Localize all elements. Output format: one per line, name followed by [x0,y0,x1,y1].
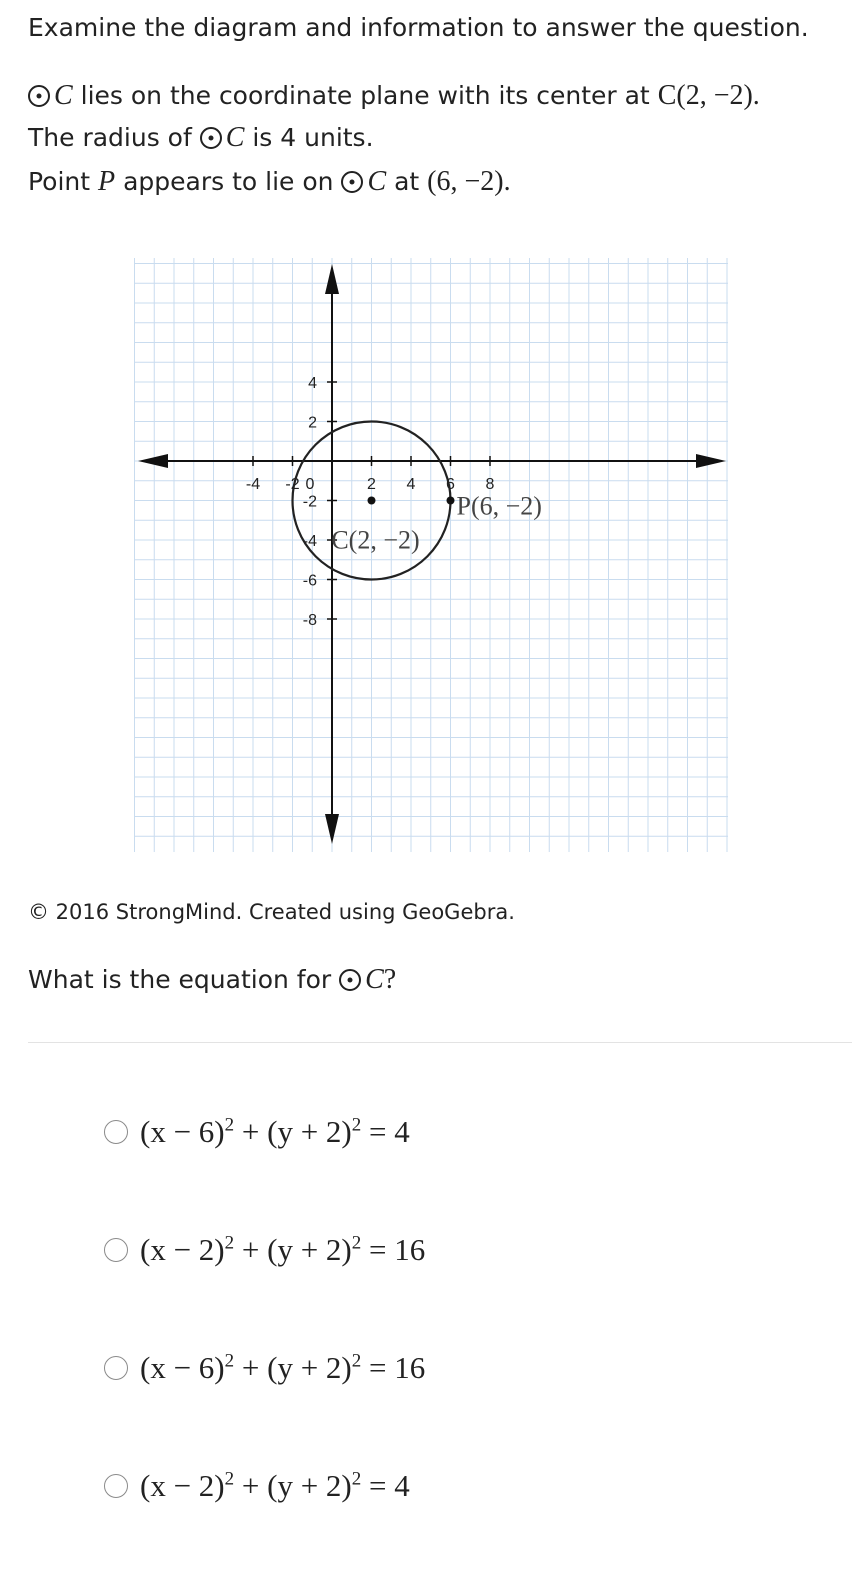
info-text: Point [28,167,99,196]
info-text: is 4 units. [244,123,374,152]
x-tick-label: 6 [446,476,455,493]
x-tick-label: 0 [305,476,315,493]
option-equation: $(x - 2)^2 + (y + 2)^2 = 16$ [140,1232,426,1267]
circle-dot-icon [28,85,50,107]
x-axis-arrow-left [138,454,168,468]
y-tick-label: -2 [302,493,317,511]
instruction-text: Examine the diagram and information to answer the question. [28,13,809,42]
info-line-1 [28,80,760,112]
radio-button[interactable] [104,1238,128,1262]
info-text: lies on the coordinate plane with its center at [72,81,658,110]
x-tick-label: 2 [367,476,376,493]
y-tick-label: -6 [302,572,317,590]
image-credit: © 2016 StrongMind. Created using GeoGebra. [28,900,515,924]
question-label: What is the equation for [28,965,340,994]
x-tick-label: 8 [485,476,495,493]
radio-button[interactable] [104,1120,128,1144]
circle-name: C [365,964,384,995]
circle-dot-icon [339,969,361,991]
answer-option-3[interactable] [104,1348,425,1388]
y-tick-label: 2 [308,414,317,432]
center-point [368,497,376,505]
y-tick-label: -4 [302,533,317,550]
answer-option-2[interactable] [104,1230,425,1270]
x-tick-label: 4 [406,476,416,493]
center-label: C(2, −2) [331,525,420,555]
point-p [447,497,455,505]
option-equation: $(x - 2)^2 + (y + 2)^2 = 4$ [140,1468,410,1503]
x-tick-label: -2 [285,476,300,493]
circle-name: C [367,166,387,197]
y-axis-arrow-bottom [325,814,339,844]
y-axis-arrow-top [325,264,339,294]
coordinate-graph [134,258,728,852]
info-text: The radius of [28,123,200,152]
point-name: P [98,166,116,197]
circle-dot-icon [200,127,222,149]
y-tick-label: -8 [302,612,317,629]
circle-name: C [54,80,73,111]
option-equation: $(x - 6)^2 + (y + 2)^2 = 4$ [140,1114,410,1149]
answer-option-4[interactable] [104,1466,410,1506]
question-text [28,964,396,996]
info-text: appears to lie on [115,167,342,196]
info-line-2 [28,122,374,154]
circle-dot-icon [341,171,363,193]
x-axis-arrow-right [696,454,726,468]
option-equation: $(x - 6)^2 + (y + 2)^2 = 16$ [140,1350,426,1385]
info-text: at [386,167,428,196]
point-coordinate: (6, −2). [427,166,511,197]
y-tick-label: 4 [308,375,317,392]
point-label: P(6, −2) [456,491,542,521]
divider [28,1042,852,1043]
radio-button[interactable] [104,1474,128,1498]
radio-button[interactable] [104,1356,128,1380]
circle-name: C [225,122,245,153]
info-line-3 [28,166,511,198]
question-mark: ? [383,964,397,995]
center-coordinate: C(2, −2). [657,80,760,111]
answer-option-1[interactable] [104,1112,410,1152]
x-tick-label: -4 [245,476,261,493]
